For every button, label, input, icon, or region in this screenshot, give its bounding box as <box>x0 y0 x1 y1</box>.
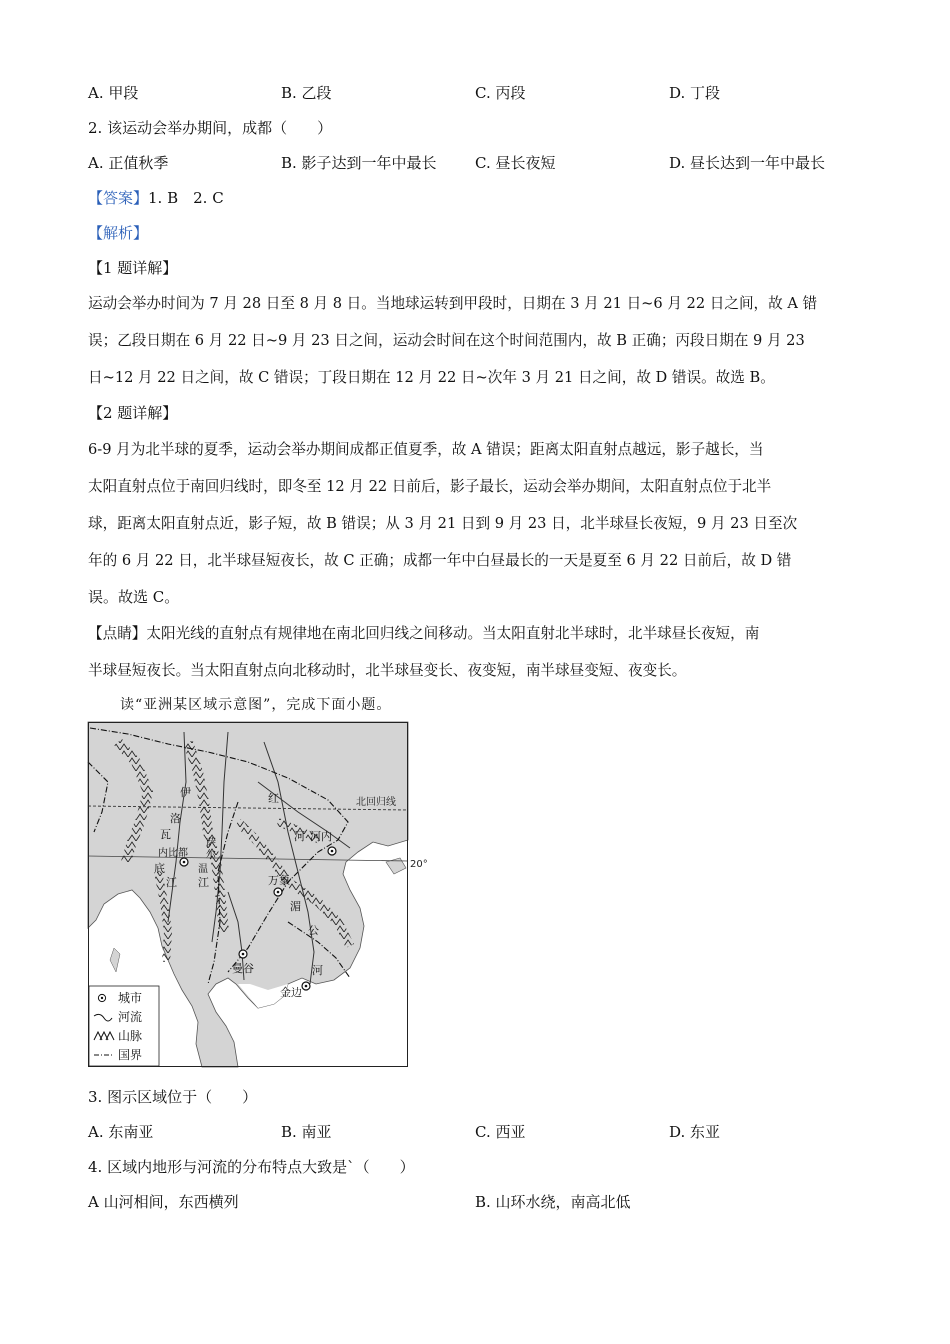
label-irrawaddy-1: 伊 <box>180 786 191 799</box>
legend-city: 城市 <box>118 991 143 1005</box>
detail2-line-1: 6-9 月为北半球的夏季，运动会举办期间成都正值夏季，故 A 错误；距离太阳直射点越远，影子越长，当 <box>88 441 764 458</box>
city-bangkok <box>239 950 247 958</box>
label-salween-2: 尔 <box>206 850 216 861</box>
label-salween-1: 萨 <box>206 838 216 849</box>
label-salween-4: 江 <box>198 876 209 889</box>
q2-option-a: A. 正值秋季 <box>88 154 169 172</box>
detail2-line-2: 太阳直射点位于南回归线时，即冬至 12 月 22 日前后，影子最长，运动会举办期间，太阳直射点位于北半 <box>88 478 772 495</box>
q3-option-a: A. 东南亚 <box>88 1123 154 1141</box>
label-irrawaddy-3: 瓦 <box>160 828 171 841</box>
city-hanoi <box>328 847 336 855</box>
asia-region-map <box>88 722 428 1067</box>
label-irrawaddy-2: 洛 <box>170 812 181 825</box>
city-icon <box>98 994 105 1001</box>
point-line-2: 半球昼短夜长。当太阳直射点向北移动时，北半球昼变长、夜变短，南半球昼变短、夜变长。 <box>88 662 687 679</box>
detail1-title: 【1 题详解】 <box>88 259 178 277</box>
label-mekong-1: 湄 <box>290 900 301 913</box>
answer-text: 1. B 2. C <box>148 189 224 207</box>
label-river: 河 <box>294 830 305 843</box>
point-label: 【点睛】 <box>88 625 147 642</box>
detail2-title: 【2 题详解】 <box>88 404 178 422</box>
legend-river: 河流 <box>118 1010 143 1024</box>
label-vientiane: 万象 <box>268 874 290 887</box>
q2-option-b: B. 影子达到一年中最长 <box>281 154 437 172</box>
detail1-line-1: 运动会举办时间为 7 月 28 日至 8 月 8 日。当地球运转到甲段时，日期在 3 月 21 日~6 月 22 日之间，故 A 错 <box>88 295 818 312</box>
tropic-label: 北回归线 <box>356 797 396 808</box>
q4-option-a: A 山河相间，东西横列 <box>88 1193 239 1211</box>
label-naypyidaw: 内比都 <box>158 848 188 859</box>
map-intro: 读“亚洲某区域示意图”，完成下面小题。 <box>120 697 392 713</box>
label-phnompenh: 金边 <box>280 986 302 999</box>
q3-stem: 3. 图示区域位于（ ） <box>88 1088 258 1106</box>
city-vientiane <box>274 888 282 896</box>
label-red-river: 红 <box>268 792 279 805</box>
answer-line <box>88 187 224 208</box>
label-bangkok: 曼谷 <box>232 962 254 975</box>
label-hanoi: 河内 <box>310 830 332 843</box>
q1-option-d: D. 丁段 <box>669 84 721 102</box>
detail1-line-3: 日~12 月 22 日之间，故 C 错误；丁段日期在 12 月 22 日~次年 3 月 21 日之间，故 D 错误。故选 B。 <box>88 369 775 386</box>
legend-border: 国界 <box>118 1048 143 1062</box>
q2-option-c: C. 昼长夜短 <box>475 154 556 172</box>
q2-option-d: D. 昼长达到一年中最长 <box>669 154 826 172</box>
point-text-1: 太阳光线的直射点有规律地在南北回归线之间移动。当太阳直射北半球时，北半球昼长夜短，南 <box>146 625 760 642</box>
legend-mountain: 山脉 <box>118 1029 143 1043</box>
q1-option-a: A. 甲段 <box>88 84 139 102</box>
label-mekong-3: 河 <box>312 964 323 977</box>
label-irrawaddy-5: 江 <box>166 876 177 889</box>
q4-option-b: B. 山环水绕，南高北低 <box>475 1193 631 1211</box>
label-mekong-2: 公 <box>308 924 319 937</box>
detail2-line-4: 年的 6 月 22 日，北半球昼短夜长，故 C 正确；成都一年中白昼最长的一天是夏至 6 月 22 日前后，故 D 错 <box>88 552 792 569</box>
answer-label: 【答案】 <box>88 189 149 207</box>
q2-stem: 2. 该运动会举办期间，成都（ ） <box>88 119 333 137</box>
q1-option-b: B. 乙段 <box>281 84 332 102</box>
lat20-label: 20° <box>410 859 428 870</box>
label-irrawaddy-4: 底 <box>154 862 165 875</box>
point-line-1 <box>88 622 759 643</box>
detail2-line-3: 球，距离太阳直射点近，影子短，故 B 错误；从 3 月 21 日到 9 月 23 日，北半球昼长夜短，9 月 23 日至次 <box>88 515 798 532</box>
map-legend <box>89 986 159 1066</box>
q3-option-c: C. 西亚 <box>475 1123 526 1141</box>
city-naypyidaw <box>180 858 188 866</box>
q3-option-b: B. 南亚 <box>281 1123 332 1141</box>
q1-option-c: C. 丙段 <box>475 84 526 102</box>
q3-option-d: D. 东亚 <box>669 1123 721 1141</box>
detail2-line-5: 误。故选 C。 <box>88 588 180 606</box>
detail1-line-2: 误；乙段日期在 6 月 22 日~9 月 23 日之间，运动会时间在这个时间范围内，故 B 正确；丙段日期在 9 月 23 <box>88 332 805 349</box>
analysis-label: 【解析】 <box>88 224 149 242</box>
city-phnompenh <box>302 982 310 990</box>
q4-stem: 4. 区域内地形与河流的分布特点大致是`（ ） <box>88 1158 415 1176</box>
label-salween-3: 温 <box>198 864 208 875</box>
